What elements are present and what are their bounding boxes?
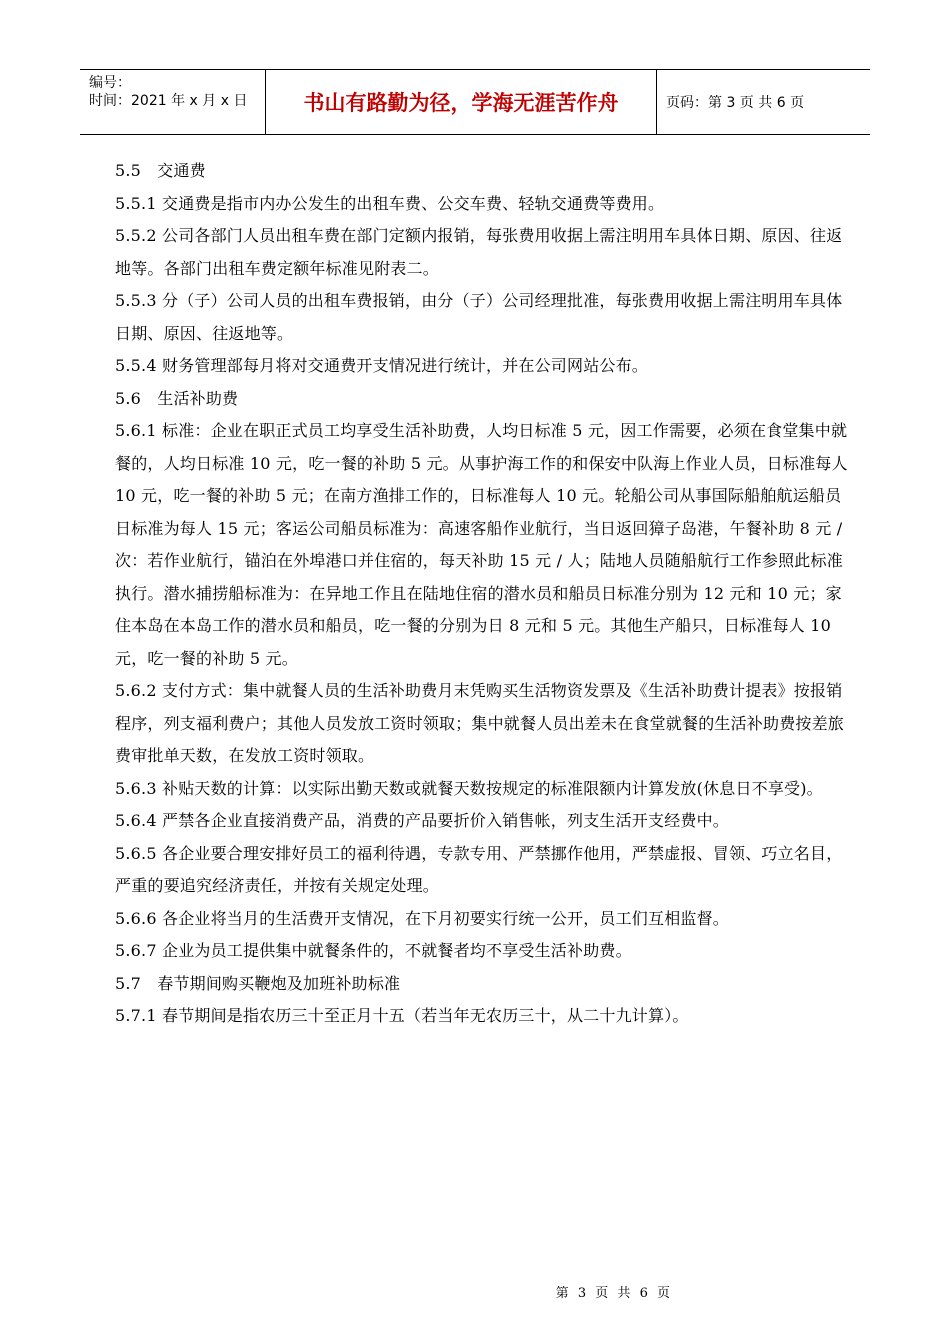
- footer-di: 第: [555, 1286, 569, 1301]
- document-date: 时间：2021 年 x 月 x 日: [89, 93, 248, 109]
- paragraph: 5.6.7 企业为员工提供集中就餐条件的，不就餐者均不享受生活补助费。: [115, 941, 632, 960]
- paragraph: 5.6.2 支付方式：集中就餐人员的生活补助费月末凭购买生活物资发票及《生活补助费计提表》按报销程序，列支福利费户；其他人员发放工资时领取；集中就餐人员出差未在食堂就餐的生活补助费按差旅费审批单天数，在发放工资时领取。: [115, 681, 845, 765]
- document-number: 编号：: [89, 75, 131, 91]
- header-meta: [80, 70, 266, 134]
- page-header: [80, 69, 870, 135]
- section-heading: 5.6 生活补助费: [115, 388, 239, 408]
- paragraph: 5.6.1 标准：企业在职正式员工均享受生活补助费，人均日标准 5 元，因工作需要，必须在食堂集中就餐的，人均日标准 10 元，吃一餐的补助 5 元。从事护海工作的和保安中队海上作业人员，日标准每人 10 元，吃一餐的补助 5 元；在南方渔排工作的，日标准每人 10 元。轮船公司从事国际船舶航运船员日标准为每人 15 元；客运公司船员标准为：高速客船作业航行，当日返回獐子岛港，午餐补助 8 元 / 次：若作业航行，锚泊在外埠港口并住宿的，每天补助 15 元 / 人；陆地人员随船航行工作参照此标准执行。潜水捕捞船标准为：在异地工作且在陆地住宿的潜水员和船员日标准分别为 12 元和 10 元；家住本岛在本岛工作的潜水员和船员，吃一餐的分别为日 8 元和 5 元。其他生产船只，日标准每人 10 元，吃一餐的补助 5 元。: [115, 421, 848, 668]
- paragraph: 5.6.3 补贴天数的计算：以实际出勤天数或就餐天数按规定的标准限额内计算发放(休息日不享受)。: [115, 778, 823, 798]
- footer-ye: 页: [595, 1286, 609, 1301]
- document-body: [115, 155, 850, 1033]
- paragraph: 5.5.1 交通费是指市内办公发生的出租车费、公交车费、轻轨交通费等费用。: [115, 193, 665, 213]
- footer-gong: 共: [617, 1286, 631, 1301]
- paragraph: 5.5.4 财务管理部每月将对交通费开支情况进行统计，并在公司网站公布。: [115, 356, 648, 375]
- header-motto: 书山有路勤为径，学海无涯苦作舟: [266, 70, 657, 134]
- footer-page: 3: [577, 1286, 587, 1301]
- paragraph: 5.5.3 分（子）公司人员的出租车费报销，由分（子）公司经理批准，每张费用收据上需注明用车具体日期、原因、往返地等。: [115, 291, 843, 343]
- footer-total: 6: [639, 1286, 648, 1301]
- paragraph: 5.6.6 各企业将当月的生活费开支情况，在下月初要实行统一公开，员工们互相监督。: [115, 908, 729, 928]
- header-page-number: 页码：第 3 页 共 6 页: [666, 95, 805, 111]
- paragraph: 5.7.1 春节期间是指农历三十至正月十五（若当年无农历三十，从二十九计算）。: [115, 1006, 689, 1025]
- footer-ye-end: 页: [656, 1286, 670, 1301]
- paragraph: 5.5.2 公司各部门人员出租车费在部门定额内报销，每张费用收据上需注明用车具体日期、原因、往返地等。各部门出租车费定额年标准见附表二。: [115, 226, 843, 278]
- paragraph: 5.6.4 严禁各企业直接消费产品，消费的产品要折价入销售帐，列支生活开支经费中。: [115, 811, 729, 830]
- section-heading: 5.5 交通费: [115, 161, 206, 180]
- section-heading: 5.7 春节期间购买鞭炮及加班补助标准: [115, 973, 401, 993]
- page-footer: [0, 1282, 950, 1301]
- paragraph: 5.6.5 各企业要合理安排好员工的福利待遇，专款专用、严禁挪作他用，严禁虚报、冒领、巧立名目，严重的要追究经济责任，并按有关规定处理。: [115, 843, 843, 895]
